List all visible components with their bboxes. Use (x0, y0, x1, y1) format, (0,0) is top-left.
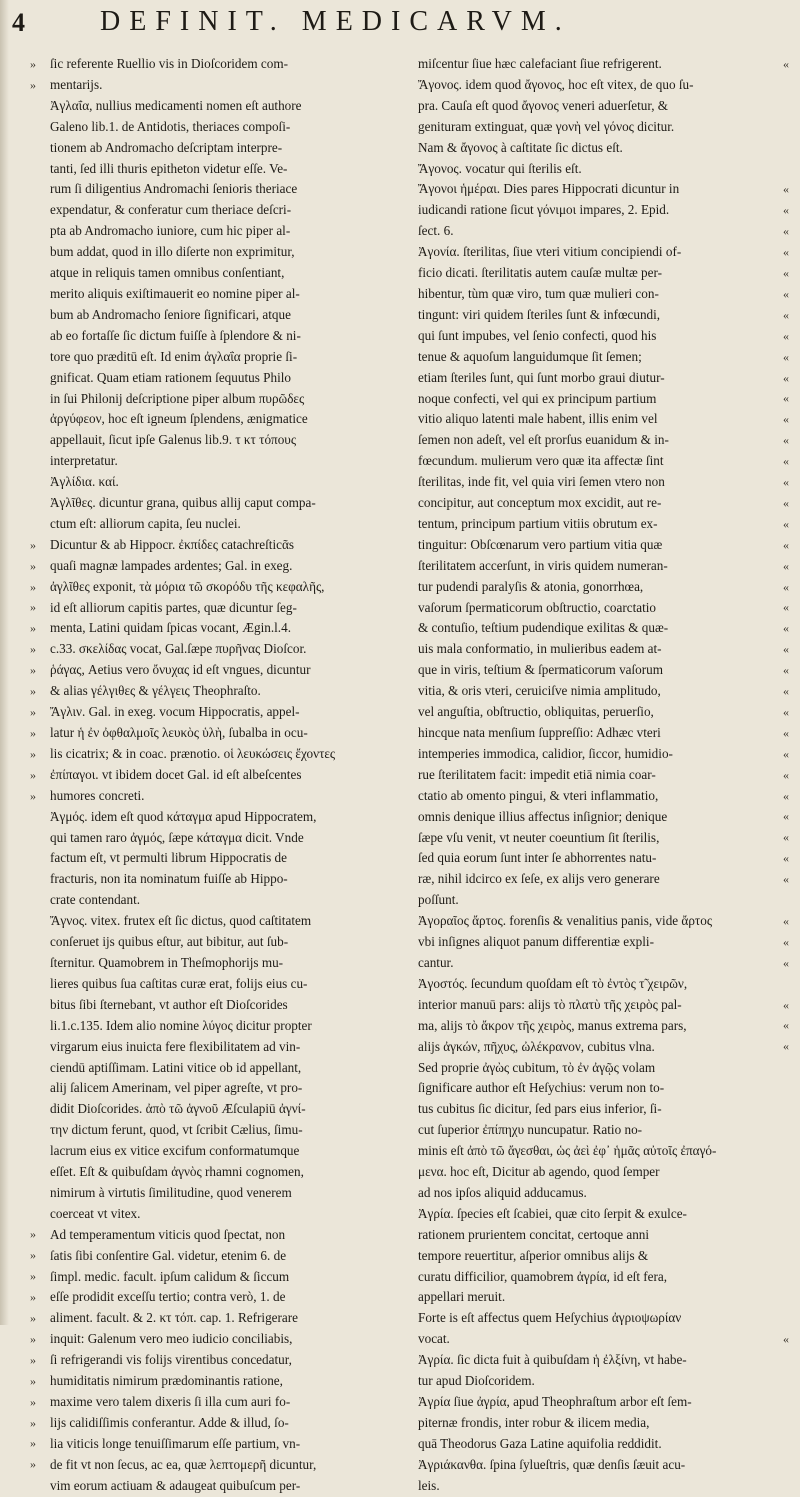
text-line: Ἀγονία. ſterilitas, ſiue vteri vitium concipiendi of- (418, 244, 682, 260)
text-line: Dicuntur & ab Hippocr. ἐκπίδες catachreſticᾶs (50, 536, 295, 552)
left-margin-mark: » (30, 704, 36, 719)
text-line: ſi refrigerandi vis folijs virentibus concedatur, (50, 1352, 292, 1368)
text-line: ad nos ipſos aliquid adducamus. (418, 1184, 587, 1200)
text-line: didit Dioſcorides. ἀπὸ τῶ ἁγνοῦ Æſculapiū ἀγνί- (50, 1101, 306, 1117)
text-line: tionem ab Andromacho deſcriptam interpre- (50, 139, 283, 155)
text-line: ſed quia eorum ſunt inter ſe abhorrentes natu- (418, 850, 657, 866)
text-line: miſcentur ſiue hæc calefaciant ſiue refrigerent. (418, 56, 662, 71)
text-line: nimirum à virtutis ſimilitudine, quod venerem (50, 1184, 292, 1200)
right-margin-mark: « (783, 475, 789, 489)
text-line: ἐπίπαγοι. vt ibidem docet Gal. id eſt albeſcentes (50, 766, 302, 782)
text-line: gnificat. Quam etiam rationem ſequutus Philo (50, 369, 291, 385)
text-line: rue ſterilitatem facit: impedit etiā nimia coar- (418, 766, 656, 782)
text-line: ſterilitatem accerſunt, in viris quidem numeran- (418, 557, 668, 573)
right-margin-mark: « (783, 433, 789, 448)
left-margin-mark: » (30, 1248, 36, 1263)
right-margin-mark: « (783, 642, 789, 657)
text-line: tur pudendi paralyſis & atonia, gonorrhœa, (418, 578, 644, 594)
page-spine-shadow (0, 0, 9, 1325)
left-margin-mark: » (30, 642, 36, 657)
text-line: li.1.c.135. Idem alio nomine λύγος dicitur propter (50, 1017, 312, 1033)
text-line: uis mala conformatio, in mulieribus eadem at- (418, 641, 662, 657)
text-line: Ἄγονος. vocatur qui ſterilis eſt. (418, 160, 582, 176)
text-line: Ἄγονοι ἡμέραι. Dies pares Hippocrati dicuntur in (418, 181, 680, 197)
left-margin-mark: » (30, 725, 36, 740)
right-margin-mark: « (783, 1018, 789, 1033)
text-line: Ad temperamentum viticis quod ſpectat, non (50, 1226, 286, 1242)
right-margin-mark: « (783, 391, 789, 406)
text-line: μενα. hoc eſt, Dicitur ab agendo, quod ſemper (418, 1164, 660, 1180)
text-line: vitia, & oris vteri, ceruiciſve nimia amplitudo, (418, 683, 661, 699)
left-margin-mark: » (30, 1311, 36, 1325)
text-line: fracturis, non ita nominatum fuiſſe ab Hippo- (50, 871, 288, 887)
text-line: Ἀγλῖθες. dicuntur grana, quibus allij caput compa- (50, 495, 316, 511)
text-line: tempore reuertitur, aſperior omnibus alijs & (418, 1247, 649, 1263)
right-margin-mark: « (783, 913, 789, 928)
text-line: merito aliquis exiſtimauerit eo nomine piper al- (50, 285, 300, 301)
text-line: appellari meruit. (418, 1289, 506, 1305)
text-line: expendatur, & conferatur cum theriace deſcri- (50, 202, 292, 218)
text-line: rum ſi diligentius Andromachi ſenioris theriace (50, 181, 298, 197)
right-margin-mark: « (783, 495, 789, 510)
text-line: aliment. facult. & 2. κτ τόπ. cap. 1. Refrigerare (50, 1310, 298, 1326)
text-line: Ἄγλιν. Gal. in exeg. vocum Hippocratis, appel- (50, 704, 300, 720)
text-line: lia viticis longe tenuiſſimarum eſſe partium, vn- (50, 1435, 301, 1451)
text-line: genituram extinguat, quæ γονὴ vel γόνος dicitur. (418, 118, 675, 134)
text-line: ἀγλῖθες exponit, τὰ μόρια τῶ σκορόδυ τῆς κεφαλῆς, (50, 578, 325, 594)
text-line: appellauit, ſicut ipſe Galenus lib.9. τ κτ τόπους (50, 432, 297, 448)
text-line: piternæ frondis, inter robur & ilicem media, (418, 1414, 650, 1430)
text-line: alij ſalicem Amerinam, vel piper agreſte, vt pro- (50, 1080, 303, 1096)
text-line: Forte is eſt affectus quem Heſychius ἀγριοψωρίαν (418, 1310, 682, 1326)
text-line: inquit: Galenum vero meo iudicio conciliabis, (50, 1331, 293, 1347)
text-line: rationem prurientem concitat, certoque anni (418, 1226, 650, 1242)
right-margin-mark: « (783, 349, 789, 364)
text-line: ab eo fortaſſe ſic dictum fuiſſe à ſplendore & ni- (50, 327, 301, 343)
text-line: vbi inſignes aliquot panum differentiæ expli- (418, 934, 654, 950)
left-margin-mark: » (30, 767, 36, 782)
right-margin-mark: « (783, 370, 789, 385)
left-margin-mark: » (30, 558, 36, 573)
text-line: quā Theodorus Gaza Latine aquifolia reddidit. (418, 1435, 662, 1451)
right-margin-mark: « (783, 454, 789, 469)
text-line: ficio dicati. ſterilitatis autem cauſæ multæ per- (418, 265, 663, 281)
text-line: tinguitur: Obſcœnarum vero partium vitia quæ (418, 536, 663, 552)
right-margin-mark: « (783, 621, 789, 636)
right-margin-mark: « (783, 224, 789, 239)
text-line: ctum eſt: alliorum capita, ſeu nuclei. (50, 515, 241, 531)
text-line: minis eſt ἀπὸ τῶ ἄγεσθαι, ὡς ἀεὶ ἐφ᾽ ἡμᾶς αὐτοῖς ἐπαγό- (418, 1143, 717, 1159)
text-line: την dictum ferunt, quod, vt ſcribit Cælius, ſimu- (50, 1122, 303, 1138)
right-margin-mark: « (783, 182, 789, 197)
text-line: bum ab Andromacho ſeniore ſignificari, atque (50, 306, 291, 322)
text-line: pta ab Andromacho iuniore, cum hic piper al- (50, 223, 291, 239)
text-line: ſimpl. medic. facult. ipſum calidum & ſiccum (50, 1268, 290, 1284)
text-line: in ſui Philonij deſcriptione piper album πυρῶδες (50, 390, 305, 406)
text-line: hincque nata menſium ſuppreſſio: Adhæc vteri (418, 725, 661, 740)
text-line: fœcundum. mulierum vero quæ ita affectæ ſint (418, 453, 664, 469)
left-margin-mark: » (30, 1227, 36, 1242)
right-column (418, 54, 770, 1497)
text-line: factum eſt, vt permulti librum Hippocratis de (50, 850, 287, 866)
right-margin-mark: « (783, 746, 789, 761)
text-line: ſæpe vſu venit, vt neuter coeuntium ſit ſterilis, (418, 829, 660, 845)
right-margin-mark: « (783, 558, 789, 573)
text-line: tore quo præditū eſt. Id enim ἀγλαΐα proprie ſi- (50, 348, 298, 364)
left-margin-mark: » (30, 537, 36, 552)
text-line: interpretatur. (50, 453, 118, 469)
page-number: 4 (12, 8, 26, 37)
text-line: lijs calidiſſimis conferantur. Adde & illud, ſo- (50, 1414, 289, 1430)
text-line: Sed proprie ἀγὼς cubitum, τὸ ἐν ἀγῷς volam (418, 1059, 656, 1075)
text-line: Ἄγονος. idem quod ἄγονος, hoc eſt vitex, de quo ſu- (418, 76, 694, 92)
text-line: virgarum eius inuicta fere flexibilitatem ad vin- (50, 1038, 301, 1054)
right-margin-mark: « (783, 1039, 789, 1054)
text-line: ſemen non adeſt, vel eſt prorſus euanidum & in- (418, 432, 669, 448)
left-margin-mark: » (30, 1290, 36, 1305)
text-line: bum addat, quod in illo diſerte non exprimitur, (50, 244, 295, 260)
right-margin-mark: « (783, 600, 789, 615)
right-margin-mark: « (783, 307, 789, 322)
text-line: latur ἡ ἐν ὀφθαλμοῖς λευκὸς ὑλὴ, ſubalba in ocu- (50, 725, 308, 740)
text-line: tanti, ſed illi thuris epitheton videtur eſſe. Ve- (50, 160, 288, 176)
text-line: ciendū aptiſſimam. Latini vitice ob id appellant, (50, 1059, 302, 1075)
left-margin-mark: » (30, 1394, 36, 1409)
text-line: lis cicatrix; & in coac. prænotio. οἱ λευκώσεις ἔχοντες (50, 745, 336, 761)
text-line: & alias γέλγιθες & γέλγεις Theophraſto. (50, 683, 261, 699)
text-line: concipitur, aut conceptum mox excidit, aut re- (418, 495, 662, 511)
text-line: ſternitur. Quamobrem in Theſmophorijs mu- (50, 954, 284, 970)
text-line: interior manuū pars: alijs τὸ πλατὺ τῆς χειρὸς pal- (418, 996, 682, 1012)
text-line: c.33. σκελίδας vocat, Gal.ſæpe πυρῆνας Dioſcor. (50, 641, 307, 657)
left-margin-mark: » (30, 600, 36, 615)
text-line: Ἀγρία. ſpecies eſt ſcabiei, quæ cito ſerpit & exulce- (418, 1205, 687, 1221)
text-line: vim eorum actiuam & adaugeat quibuſcum per- (50, 1477, 301, 1493)
text-line: Ἀγοστός. ſecundum quoſdam eſt τὸ ἐντὸς τ̃ χειρῶν, (418, 975, 688, 991)
right-margin-mark: « (783, 57, 789, 71)
text-line: eſſet. Eſt & quibuſdam ἀγνὸς rhamni cognomen, (50, 1164, 304, 1180)
text-line: ſic referente Ruellio vis in Dioſcoridem com- (50, 56, 289, 71)
text-line: omnis denique illius affectus inſignior; denique (418, 808, 668, 824)
text-line: cantur. (418, 954, 454, 970)
right-margin-mark: « (783, 286, 789, 301)
left-margin-mark: » (30, 1352, 36, 1367)
text-line: eſſe prodidit exceſſu tertio; contra verò, 1. de (50, 1289, 286, 1305)
text-line: tingunt: viri quidem ſteriles ſunt & infœcundi, (418, 306, 661, 322)
text-line: tentum, principum partium vitiis obrutum ex- (418, 515, 658, 531)
text-line: curatu difficilior, quamobrem ἀγρία, id eſt fera, (418, 1268, 668, 1284)
left-margin-mark: » (30, 621, 36, 636)
text-line: ctatio ab omento pingui, & vteri inflammatio, (418, 787, 659, 803)
running-title: DEFINIT. MEDICARVM. (100, 6, 571, 37)
text-line: ſatis ſibi conſentire Gal. videtur, etenim 6. de (50, 1247, 287, 1263)
text-line: vitio aliquo latenti male habent, illis enim vel (418, 411, 658, 427)
text-line: Ἀγριάκανθα. ſpina ſylueſtris, quæ denſis ſæuit acu- (418, 1456, 686, 1472)
left-margin-mark: » (30, 1436, 36, 1451)
text-line: ῥάγας, Aetius vero ὄνυχας id eſt vngues, dicuntur (50, 662, 311, 678)
right-margin-mark: « (783, 809, 789, 824)
right-margin-mark: « (783, 412, 789, 427)
text-line: leis. (418, 1477, 440, 1493)
text-line: Ἀγμός. idem eſt quod κάταγμα apud Hippocratem, (50, 808, 317, 824)
right-margin-mark: « (783, 537, 789, 552)
right-margin-mark: « (783, 704, 789, 719)
text-line: tur apud Dioſcoridem. (418, 1373, 535, 1389)
text-line: vaſorum ſpermaticorum obſtructio, coarctatio (418, 599, 657, 615)
right-margin-mark: « (783, 955, 789, 970)
text-line: maxime vero talem dixeris ſi illa cum auri fo- (50, 1394, 291, 1409)
left-margin-mark: » (30, 1269, 36, 1284)
right-margin-mark: « (783, 872, 789, 887)
left-column (50, 54, 385, 1497)
text-line: Nam & ἄγονος à caſtitate ſic dictus eſt. (418, 139, 623, 155)
text-line: coerceat vt vitex. (50, 1205, 141, 1221)
right-margin-mark: « (783, 328, 789, 343)
text-line: que in viris, teſtium & ſpermaticorum vaſorum (418, 662, 664, 678)
left-margin-mark: » (30, 1331, 36, 1346)
text-line: humores concreti. (50, 787, 145, 803)
text-line: tenue & aquoſum languidumque ſit ſemen; (418, 348, 642, 364)
right-margin-mark: « (783, 767, 789, 782)
left-margin-mark: » (30, 77, 36, 92)
text-line: mentarijs. (50, 76, 103, 92)
text-line: de fit vt non ſecus, ac ea, quæ λεπτομερῆ dicuntur, (50, 1456, 317, 1472)
text-line: humiditatis nimirum prædominantis ratione, (50, 1373, 283, 1389)
right-margin-mark: « (783, 663, 789, 678)
text-line: Ἀγρία ſiue ἀγρία, apud Theophraſtum arbor eſt ſem- (418, 1394, 692, 1409)
left-margin-mark: » (30, 1415, 36, 1430)
text-line: menta, Latini quidam ſpicas vocant, Ægin.l.4. (50, 620, 291, 636)
text-line: vel anguſtia, obſtructio, obliquitas, peruerſio, (418, 704, 654, 720)
text-line: conſeruet ijs quibus eſtur, aut bibitur, aut ſub- (50, 934, 289, 950)
text-line: ma, alijs τὸ ἄκρον τῆς χειρὸς, manus extrema pars, (418, 1017, 687, 1033)
right-margin-mark: « (783, 997, 789, 1012)
column-gutter (398, 54, 399, 1294)
text-line: qui ſunt impubes, vel ſenio confecti, quod his (418, 327, 657, 343)
text-line: Ἀγλίδια. καί. (50, 474, 119, 490)
left-margin-mark: » (30, 1373, 36, 1388)
text-line: quaſi magnæ lampades ardentes; Gal. in exeg. (50, 557, 293, 573)
left-margin-mark: » (30, 663, 36, 678)
left-margin-mark: » (30, 746, 36, 761)
text-line: ἀργύφεον, hoc eſt igneum ſplendens, ænigmatice (50, 411, 308, 427)
text-line: bitus ſibi ſternebant, vt author eſt Dioſcorides (50, 996, 288, 1012)
text-line: pra. Cauſa eſt quod ἄγονος veneri aduerſetur, & (418, 97, 669, 113)
right-margin-mark: « (783, 788, 789, 803)
text-line: iudicandi ratione ſicut γόνιμοι impares, 2. Epid. (418, 202, 670, 218)
text-line: Ἄγνος. vitex. frutex eſt ſic dictus, quod caſtitatem (50, 913, 312, 929)
text-line: ſignificare author eſt Heſychius: verum non to- (418, 1080, 665, 1096)
left-margin-mark: » (30, 788, 36, 803)
text-line: cut ſuperior ἐπίπηχυ nuncupatur. Ratio no- (418, 1122, 643, 1138)
text-line: etiam ſteriles ſunt, qui ſunt morbo graui diutur- (418, 369, 665, 385)
right-margin-mark: « (783, 579, 789, 594)
text-line: lieres quibus ſua caſtitas curæ erat, folijs eius cu- (50, 975, 308, 991)
left-margin-mark: » (30, 579, 36, 594)
left-margin-mark: » (30, 1457, 36, 1472)
right-margin-mark: « (783, 266, 789, 280)
right-margin-mark: « (783, 934, 789, 949)
right-margin-mark: « (783, 1331, 789, 1346)
text-line: alijs ἀγκών, πῆχυς, ὠλέκρανον, cubitus vlna. (418, 1038, 655, 1054)
left-margin-mark: » (30, 684, 36, 698)
text-line: poſſunt. (418, 892, 459, 908)
text-line: & contuſio, teſtium pudendique exilitas & quæ- (418, 620, 669, 636)
right-margin-mark: « (783, 851, 789, 866)
text-line: Galeno lib.1. de Antidotis, theriaces compoſi- (50, 118, 291, 134)
right-margin-mark: « (783, 203, 789, 218)
text-line: ſect. 6. (418, 223, 454, 239)
right-margin-mark: « (783, 245, 789, 260)
text-line: qui tamen raro ἀγμός, ſæpe κάταγμα dicit. Vnde (50, 829, 304, 845)
right-margin-mark: « (783, 684, 789, 698)
text-line: tus cubitus ſic dicitur, ſed pars eius inferior, ſi- (418, 1101, 662, 1117)
text-line: crate contendant. (50, 892, 141, 908)
right-margin-mark: « (783, 725, 789, 740)
text-line: noque confecti, vel qui ex principum partium (418, 390, 657, 406)
text-line: vocat. (418, 1331, 450, 1347)
right-margin-mark: « (783, 516, 789, 531)
text-line: id eſt alliorum capitis partes, quæ dicuntur ſeg- (50, 599, 297, 615)
text-line: ſterilitas, inde fit, vel quia viri ſemen vtero non (418, 474, 665, 490)
text-line: intemperies immodica, calidior, ſiccor, humidio- (418, 745, 673, 761)
text-line: ræ, nihil idcirco ex ſeſe, ex alijs vero generare (418, 871, 660, 887)
text-line: lacrum eius ex vitice excifum conformatumque (50, 1143, 300, 1159)
text-line: Ἀγλαΐα, nullius medicamenti nomen eſt authore (50, 97, 302, 113)
text-line: Ἀγοραῖος ἄρτος. forenſis & venalitius panis, vide ἄρτος (418, 913, 713, 929)
left-margin-mark: » (30, 57, 36, 71)
text-line: hibentur, tùm quæ viro, tum quæ mulieri con- (418, 285, 659, 301)
text-line: atque in reliquis tamen omnibus conſentiant, (50, 265, 285, 281)
text-line: Ἀγρία. ſic dicta fuit à quibuſdam ἡ ἐλξίνη, vt habe- (418, 1352, 687, 1368)
right-margin-mark: « (783, 830, 789, 845)
